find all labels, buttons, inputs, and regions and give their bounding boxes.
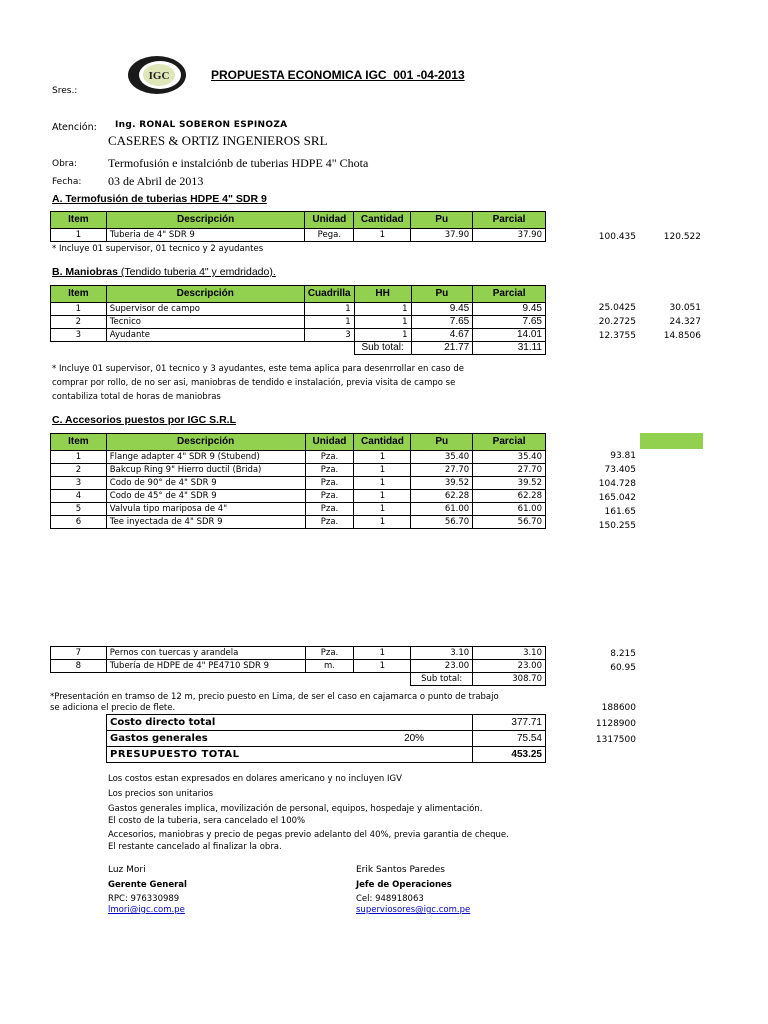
cell-parcial: 27.70 (473, 464, 546, 477)
totals-table (106, 714, 546, 763)
signature-left-email[interactable]: lmori@igc.com.pe (108, 905, 185, 915)
side-value: 73.405 (604, 465, 636, 475)
cell-qty: 1 (354, 464, 411, 477)
igc-logo-icon (126, 54, 188, 96)
cell-pu: 4.67 (411, 329, 473, 342)
note-line: Gastos generales implica, movilización de personal, equipos, hospedaje y alimentación. (108, 804, 483, 814)
cell-item: 2 (51, 464, 107, 477)
signature-left-role: Gerente General (108, 880, 187, 890)
cell-desc: Tecnico (106, 316, 304, 329)
cell-desc: Flange adapter 4" SDR 9 (Stubend) (106, 451, 305, 464)
cell-unit: Pza. (305, 464, 354, 477)
cell-parcial: 3.10 (473, 647, 546, 660)
cell-unit: Pza. (305, 503, 354, 516)
cell-qty: 1 (354, 503, 411, 516)
section-a-title: A. Termofusión de tuberias HDPE 4" SDR 9 (52, 193, 267, 205)
subtotal-value: 308.70 (473, 673, 546, 686)
col-parcial: Parcial (473, 212, 546, 229)
cell-desc: Tuberia de 4" SDR 9 (106, 229, 305, 242)
section-b-note-1: * Incluye 01 supervisor, 01 tecnico y 3 ayudantes, este tema aplica para desenrrollar en caso de (52, 364, 464, 374)
cell-parcial: 35.40 (473, 451, 546, 464)
col-cuadrilla: Cuadrilla (304, 286, 354, 303)
cell-cuadrilla: 1 (304, 303, 354, 316)
gastos-row (107, 731, 546, 747)
presupuesto-row (107, 747, 546, 763)
side-value: 188600 (601, 703, 636, 713)
section-a-note: * Incluye 01 supervisor, 01 tecnico y 2 ayudantes (52, 244, 264, 254)
col-pu: Pu (411, 212, 473, 229)
table-header-row (51, 212, 546, 229)
cell-parcial: 62.28 (473, 490, 546, 503)
signature-right-email[interactable]: superviosores@igc.com.pe (356, 905, 471, 915)
cell-cuadrilla: 1 (304, 316, 354, 329)
table-row (51, 490, 546, 503)
gastos-value: 75.54 (473, 731, 546, 747)
side-value: 30.051 (669, 303, 701, 313)
side-value: 20.2725 (598, 317, 636, 327)
side-value: 8.215 (610, 649, 636, 659)
subtotal-row (51, 342, 546, 355)
section-c-table-continued (50, 646, 546, 686)
side-value: 1317500 (595, 735, 636, 745)
note-line: Los costos estan expresados en dolares americano y no incluyen IGV (108, 774, 402, 784)
table-row (51, 660, 546, 673)
cell-unit: m. (305, 660, 354, 673)
section-c-note-2: se adiciona el precio de flete. (50, 703, 176, 713)
col-pu: Pu (411, 286, 473, 303)
cell-qty: 1 (354, 660, 411, 673)
col-item: Item (51, 434, 107, 451)
signature-right-phone: Cel: 948918063 (356, 894, 424, 904)
col-parcial: Parcial (473, 434, 546, 451)
section-b-note-3: contabiliza total de horas de maniobras (52, 392, 221, 402)
cell-desc: Tee inyectada de 4" SDR 9 (106, 516, 305, 529)
cell-unit: Pza. (305, 490, 354, 503)
side-value: 14.8506 (663, 331, 701, 341)
gastos-pct: 20% (356, 731, 473, 747)
side-value: 161.65 (604, 507, 636, 517)
obra-label: Obra: (52, 159, 78, 169)
cell-cuadrilla: 3 (304, 329, 354, 342)
col-unidad: Unidad (305, 434, 354, 451)
obra-value: Termofusión e instalciónb de tuberias HDPE 4" Chota (108, 156, 369, 170)
fecha-label: Fecha: (52, 177, 82, 187)
table-header-row (51, 434, 546, 451)
cell-item: 6 (51, 516, 107, 529)
cell-pu: 7.65 (411, 316, 473, 329)
section-c-table (50, 433, 546, 529)
cell-pu: 9.45 (411, 303, 473, 316)
table-row (51, 316, 546, 329)
cell-desc: Supervisor de campo (106, 303, 304, 316)
signature-right-role: Jefe de Operaciones (356, 880, 452, 890)
cell-desc: Ayudante (106, 329, 304, 342)
cell-pu: 3.10 (411, 647, 473, 660)
cell-pu: 27.70 (411, 464, 473, 477)
cell-pu: 35.40 (411, 451, 473, 464)
atencion-label: Atención: (52, 122, 97, 133)
section-b-title-main: B. Maniobras (52, 266, 118, 278)
table-row (51, 329, 546, 342)
note-line: Los precios son unitarios (108, 789, 214, 799)
cell-pu: 39.52 (411, 477, 473, 490)
cell-item: 3 (51, 477, 107, 490)
cell-parcial: 39.52 (473, 477, 546, 490)
cell-desc: Codo de 45° de 4" SDR 9 (106, 490, 305, 503)
cell-unit: Pza. (305, 516, 354, 529)
col-cantidad: Cantidad (354, 434, 411, 451)
subtotal-row (51, 673, 546, 686)
page-title: PROPUESTA ECONOMICA IGC_001 -04-2013 (211, 68, 465, 82)
side-value: 100.435 (598, 232, 636, 242)
col-hh: HH (354, 286, 411, 303)
subtotal-pu: 21.77 (411, 342, 473, 355)
section-b-title-rest: (Tendido tuberia 4" y emdridado). (117, 266, 276, 278)
highlight-cell (640, 433, 703, 449)
table-row (51, 647, 546, 660)
cell-qty: 1 (354, 451, 411, 464)
cell-item: 7 (51, 647, 107, 660)
col-descripcion: Descripción (106, 434, 305, 451)
cell-desc: Pernos con tuercas y arandela (106, 647, 305, 660)
table-header-row (51, 286, 546, 303)
cell-pu: 62.28 (411, 490, 473, 503)
cell-desc: Valvula tipo mariposa de 4" (106, 503, 305, 516)
cell-unit: Pza. (305, 477, 354, 490)
section-b-note-2: comprar por rollo, de no ser asi, maniobras de tendido e instalación, previa visita de campo se (52, 378, 456, 388)
costo-value: 377.71 (473, 715, 546, 731)
cell-desc: Codo de 90° de 4" SDR 9 (106, 477, 305, 490)
cell-pu: 61.00 (411, 503, 473, 516)
atencion-name: Ing. RONAL SOBERON ESPINOZA (115, 120, 288, 130)
cell-item: 3 (51, 329, 107, 342)
cell-parcial: 61.00 (473, 503, 546, 516)
cell-item: 1 (51, 229, 107, 242)
section-c-note-1: *Presentación en tramso de 12 m, precio puesto en Lima, de ser el caso en cajamarca o punto de trabajo (50, 692, 499, 702)
table-row (51, 451, 546, 464)
signature-left-phone: RPC: 976330989 (108, 894, 180, 904)
cell-item: 1 (51, 451, 107, 464)
cell-hh: 1 (354, 316, 411, 329)
cell-parcial: 37.90 (473, 229, 546, 242)
section-b-title (52, 266, 276, 278)
gastos-label: Gastos generales (107, 731, 357, 747)
section-c-title: C. Accesorios puestos por IGC S.R.L (52, 414, 236, 426)
note-line: El costo de la tuberia, sera cancelado el 100% (108, 816, 306, 826)
col-cantidad: Cantidad (354, 212, 411, 229)
cell-unit: Pza. (305, 451, 354, 464)
note-line: Accesorios, maniobras y precio de pegas previo adelanto del 40%, previa garantia de cheque. (108, 830, 509, 840)
cell-parcial: 23.00 (473, 660, 546, 673)
cell-parcial: 9.45 (473, 303, 546, 316)
cell-unit: Pega. (305, 229, 354, 242)
logo-text: IGC (148, 70, 170, 82)
section-a-table (50, 211, 546, 242)
costo-label: Costo directo total (107, 715, 357, 731)
side-value: 120.522 (663, 232, 701, 242)
cell-parcial: 14.01 (473, 329, 546, 342)
cell-pu: 23.00 (411, 660, 473, 673)
subtotal-parcial: 31.11 (473, 342, 546, 355)
presupuesto-label: PRESUPUESTO TOTAL (107, 747, 357, 763)
col-descripcion: Descripción (106, 212, 305, 229)
cell-qty: 1 (354, 229, 411, 242)
side-value: 25.0425 (598, 303, 636, 313)
fecha-value: 03 de Abril de 2013 (108, 174, 204, 188)
side-value: 1128900 (595, 719, 636, 729)
side-value: 93.81 (610, 451, 636, 461)
cell-desc: Bakcup Ring 9" Hierro ductil (Brida) (106, 464, 305, 477)
table-row (51, 229, 546, 242)
side-value: 165.042 (598, 493, 636, 503)
cell-pu: 37.90 (411, 229, 473, 242)
subtotal-label: Sub total: (411, 673, 473, 686)
side-value: 104.728 (598, 479, 636, 489)
section-b-table (50, 285, 546, 355)
cell-hh: 1 (354, 303, 411, 316)
signature-right-name: Erik Santos Paredes (356, 865, 445, 875)
col-descripcion: Descripción (106, 286, 304, 303)
cell-parcial: 56.70 (473, 516, 546, 529)
table-row (51, 303, 546, 316)
col-pu: Pu (411, 434, 473, 451)
sres-label: Sres.: (52, 86, 78, 96)
table-row (51, 516, 546, 529)
side-value: 60.95 (610, 663, 636, 673)
cell-pu: 56.70 (411, 516, 473, 529)
col-unidad: Unidad (305, 212, 354, 229)
cell-qty: 1 (354, 477, 411, 490)
cell-desc: Tubería de HDPE de 4" PE4710 SDR 9 (106, 660, 305, 673)
side-value: 24.327 (669, 317, 701, 327)
note-line: El restante cancelado al finalizar la obra. (108, 842, 282, 852)
cell-item: 4 (51, 490, 107, 503)
side-value: 150.255 (598, 521, 636, 531)
table-row (51, 464, 546, 477)
signature-left-name: Luz Mori (108, 865, 146, 875)
subtotal-label: Sub total: (354, 342, 411, 355)
col-item: Item (51, 286, 107, 303)
table-row (51, 503, 546, 516)
company-name: CASERES & ORTIZ INGENIEROS SRL (108, 133, 328, 148)
cell-hh: 1 (354, 329, 411, 342)
cell-item: 8 (51, 660, 107, 673)
presupuesto-value: 453.25 (473, 747, 546, 763)
table-row (51, 477, 546, 490)
cell-item: 5 (51, 503, 107, 516)
col-parcial: Parcial (473, 286, 546, 303)
cell-qty: 1 (354, 516, 411, 529)
company-logo (126, 54, 188, 96)
cell-unit: Pza. (305, 647, 354, 660)
col-item: Item (51, 212, 107, 229)
cell-parcial: 7.65 (473, 316, 546, 329)
cell-item: 2 (51, 316, 107, 329)
costo-row (107, 715, 546, 731)
cell-qty: 1 (354, 490, 411, 503)
cell-item: 1 (51, 303, 107, 316)
cell-qty: 1 (354, 647, 411, 660)
side-value: 12.3755 (598, 331, 636, 341)
